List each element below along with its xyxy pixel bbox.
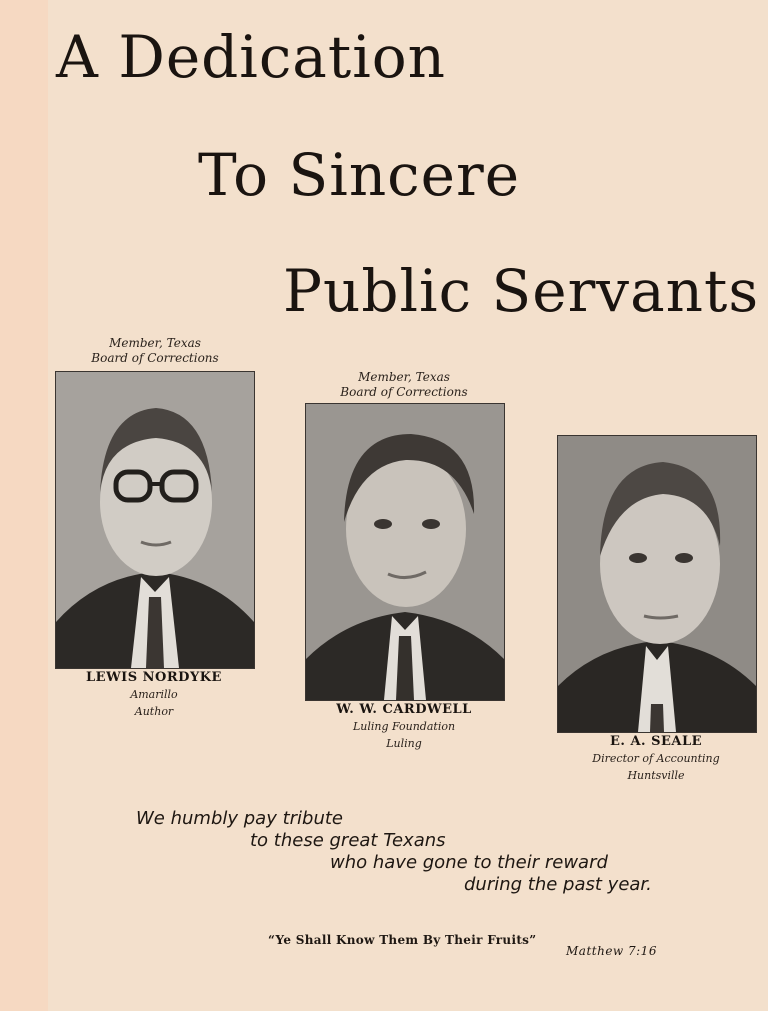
tribute-line-2: to these great Texans	[250, 830, 446, 851]
position-line: Board of Corrections	[340, 385, 468, 399]
person-detail: Author	[134, 705, 174, 718]
scripture-quote: “Ye Shall Know Them By Their Fruits”	[268, 933, 537, 947]
tribute-line-4: during the past year.	[464, 874, 652, 895]
person-details	[305, 718, 503, 752]
position-caption	[318, 370, 490, 400]
person-name: E. A. SEALE	[609, 734, 703, 749]
person-detail: Luling Foundation	[352, 720, 456, 733]
title-line-3: Public Servants	[283, 257, 760, 325]
scripture-citation: Matthew 7:16	[566, 944, 657, 958]
person-details	[55, 686, 253, 720]
portrait-photo-cardwell	[305, 403, 505, 701]
portrait-photo-seale	[557, 435, 757, 733]
portrait-photo-nordyke	[55, 371, 255, 669]
position-line: Member, Texas	[109, 336, 201, 350]
person-detail: Huntsville	[627, 769, 685, 782]
position-line: Member, Texas	[358, 370, 450, 384]
tribute-line-3: who have gone to their reward	[330, 852, 608, 873]
position-caption	[70, 336, 240, 366]
person-detail: Director of Accounting	[592, 752, 720, 765]
person-details	[557, 750, 755, 784]
title-line-1: A Dedication	[56, 23, 447, 91]
person-name: W. W. CARDWELL	[336, 702, 472, 717]
position-line: Board of Corrections	[91, 351, 219, 365]
title-line-2: To Sincere	[198, 141, 521, 209]
person-name: LEWIS NORDYKE	[86, 670, 222, 685]
tribute-line-1: We humbly pay tribute	[136, 808, 343, 829]
person-detail: Amarillo	[130, 688, 178, 701]
person-detail: Luling	[386, 737, 422, 750]
